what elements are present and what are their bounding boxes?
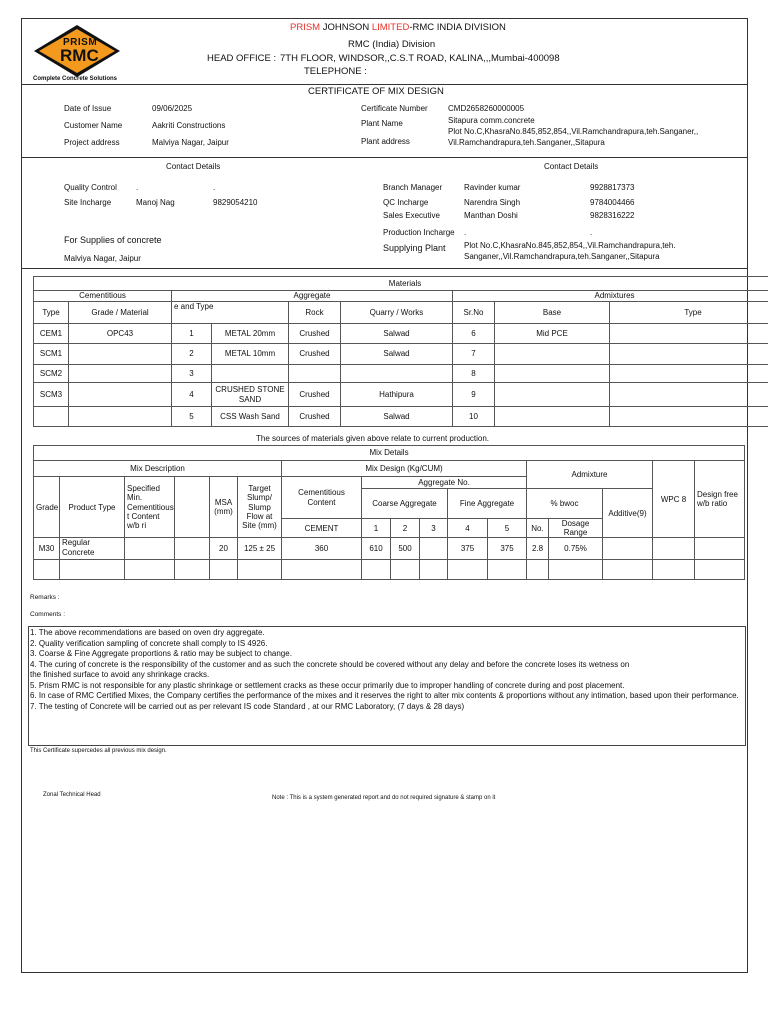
col-admixture-type: Type bbox=[610, 302, 768, 324]
comments-label: Comments : bbox=[30, 611, 66, 618]
cell-srno: 6 bbox=[453, 324, 495, 344]
empty-cell bbox=[695, 560, 745, 580]
cell-type bbox=[34, 407, 69, 427]
cell-no: 2 bbox=[172, 344, 212, 365]
cell-size: CRUSHED STONE SAND bbox=[212, 383, 289, 407]
table-row bbox=[34, 324, 768, 344]
cell-target-slump: 125 ± 25 bbox=[238, 538, 282, 560]
cell-type: CEM1 bbox=[34, 324, 69, 344]
cell-no: 4 bbox=[172, 383, 212, 407]
cell-srno: 7 bbox=[453, 344, 495, 365]
aggregate-no-heading: Aggregate No. bbox=[362, 477, 527, 489]
project-value: Malviya Nagar, Jaipur bbox=[152, 138, 229, 147]
supplying-plant-line1: Plot No.C,KhasraNo.845,852,854,,Vil.Ramchandrapura,teh. bbox=[464, 241, 676, 250]
note-item: 6. In case of RMC Certified Mixes, the Company certifies the performance of the mixes and it reserves the right to alter mix contents & proportions without any intimation, based upon their performance. bbox=[30, 691, 739, 700]
cell-srno: 10 bbox=[453, 407, 495, 427]
cell-quarry: Salwad bbox=[341, 407, 453, 427]
col-product-type: Product Type bbox=[60, 477, 125, 538]
col-grade: Grade / Material bbox=[69, 302, 172, 324]
cell-no: 2.8 bbox=[527, 538, 549, 560]
qc-label: Quality Control bbox=[64, 183, 117, 192]
logo-tagline: Complete Concrete Solutions bbox=[33, 76, 118, 82]
contact-heading-right: Contact Details bbox=[544, 162, 599, 171]
cementitious-heading: Cementitious bbox=[34, 291, 172, 302]
site-incharge-label: Site Incharge bbox=[64, 198, 112, 207]
cell-admixture-type bbox=[610, 324, 768, 344]
admixtures-heading: Admixtures bbox=[453, 291, 768, 302]
cell-base bbox=[495, 407, 610, 427]
col-coarse-aggregate: Coarse Aggregate bbox=[362, 489, 448, 519]
empty-cell bbox=[420, 560, 448, 580]
cell-product-type: Regular Concrete bbox=[60, 538, 125, 560]
col-grade: Grade bbox=[34, 477, 60, 538]
cell-rock: Crushed bbox=[289, 407, 341, 427]
cell-msa: 20 bbox=[210, 538, 238, 560]
cell-base bbox=[495, 344, 610, 365]
cell-blank bbox=[175, 538, 210, 560]
col-cementitious-content: Cementitious Content bbox=[282, 477, 362, 519]
customer-label: Customer Name bbox=[64, 121, 123, 130]
col-no: No. bbox=[527, 519, 549, 538]
table-row bbox=[34, 538, 745, 560]
system-generated-note: Note : This is a system generated report and do not required signature & stamp on it bbox=[272, 795, 496, 801]
cell-type: SCM1 bbox=[34, 344, 69, 365]
cell-rock: Crushed bbox=[289, 344, 341, 365]
head-office-address: 7TH FLOOR, WINDSOR,,C.S.T ROAD, KALINA,,,Mumbai-400098 bbox=[280, 53, 560, 64]
cell-no: 1 bbox=[172, 324, 212, 344]
remarks-label: Remarks : bbox=[30, 594, 60, 601]
cell-rock: Crushed bbox=[289, 383, 341, 407]
col-agg-3: 3 bbox=[420, 519, 448, 538]
division-name: RMC (India) Division bbox=[348, 39, 436, 50]
cell-grade: M30 bbox=[34, 538, 60, 560]
divider bbox=[22, 157, 747, 158]
empty-cell bbox=[60, 560, 125, 580]
col-quarry: Quarry / Works bbox=[341, 302, 453, 324]
empty-cell bbox=[175, 560, 210, 580]
empty-cell bbox=[488, 560, 527, 580]
contact-heading-left: Contact Details bbox=[166, 162, 221, 171]
table-row bbox=[34, 344, 768, 365]
col-dosage-range: Dosage Range bbox=[549, 519, 603, 538]
cell-type: SCM2 bbox=[34, 365, 69, 383]
company-limited: LIMITED bbox=[371, 22, 410, 33]
mix-design-heading: Mix Design (Kg/CUM) bbox=[282, 461, 527, 477]
col-fine-aggregate: Fine Aggregate bbox=[448, 489, 527, 519]
empty-cell bbox=[34, 560, 60, 580]
empty-cell bbox=[362, 560, 391, 580]
production-incharge-name: . bbox=[464, 228, 467, 237]
col-agg-2: 2 bbox=[391, 519, 420, 538]
logo-main-text: RMC bbox=[60, 46, 99, 65]
materials-table bbox=[33, 276, 768, 427]
note-item: 3. Coarse & Fine Aggregate proportions & ratio may be subject to change. bbox=[30, 649, 292, 658]
cell-grade bbox=[69, 344, 172, 365]
cell-quarry bbox=[341, 365, 453, 383]
cell-size: CSS Wash Sand bbox=[212, 407, 289, 427]
cell-admixture-type bbox=[610, 407, 768, 427]
plant-address-label: Plant address bbox=[361, 137, 410, 146]
branch-manager-label: Branch Manager bbox=[383, 183, 443, 192]
site-incharge-name: Manoj Nag bbox=[136, 198, 175, 207]
empty-cell bbox=[527, 560, 549, 580]
supplying-plant-label: Supplying Plant bbox=[383, 243, 446, 253]
cell-rock: Crushed bbox=[289, 324, 341, 344]
cell-dosage-range: 0.75% bbox=[549, 538, 603, 560]
mix-details-title: Mix Details bbox=[34, 446, 745, 461]
note-item: 1. The above recommendations are based on oven dry aggregate. bbox=[30, 628, 265, 637]
empty-cell bbox=[125, 560, 175, 580]
table-row bbox=[34, 383, 768, 407]
table-row bbox=[34, 560, 745, 580]
empty-cell bbox=[391, 560, 420, 580]
empty-cell bbox=[603, 560, 653, 580]
cell-agg-3 bbox=[420, 538, 448, 560]
col-bwoc: % bwoc bbox=[527, 489, 603, 519]
cell-admixture-type bbox=[610, 365, 768, 383]
cell-quarry: Salwad bbox=[341, 344, 453, 365]
admixture-heading: Admixture bbox=[527, 461, 653, 489]
divider bbox=[22, 268, 747, 269]
col-additive: Additive(9) bbox=[603, 489, 653, 538]
plant-name-label: Plant Name bbox=[361, 119, 403, 128]
materials-note: The sources of materials given above relate to current production. bbox=[256, 434, 490, 443]
cell-srno: 9 bbox=[453, 383, 495, 407]
production-incharge-phone: . bbox=[590, 228, 593, 237]
cell-srno: 8 bbox=[453, 365, 495, 383]
mix-details-table bbox=[33, 445, 745, 580]
qc-incharge-name: Narendra Singh bbox=[464, 198, 521, 207]
customer-value: Aakriti Constructions bbox=[152, 121, 226, 130]
cell-agg-2: 500 bbox=[391, 538, 420, 560]
cell-wpc bbox=[653, 538, 695, 560]
divider bbox=[22, 84, 747, 85]
wpc-heading: WPC 8 bbox=[653, 461, 695, 538]
plant-address-line1: Plot No.C,KhasraNo.845,852,854,,Vil.Ramchandrapura,teh.Sanganer,, bbox=[448, 127, 699, 136]
cell-agg-1: 610 bbox=[362, 538, 391, 560]
design-free-heading: Design free w/b ratio bbox=[695, 461, 745, 538]
col-size-type: e and Type bbox=[172, 302, 289, 324]
note-item: 7. The testing of Concrete will be carried out as per relevant IS code Standard , at our RMC Laboratory, (7 days & 28 days) bbox=[30, 701, 465, 711]
company-name bbox=[290, 22, 506, 33]
cell-quarry: Hathipura bbox=[341, 383, 453, 407]
zonal-technical-head: Zonal Technical Head bbox=[43, 792, 101, 798]
date-value: 09/06/2025 bbox=[152, 104, 193, 113]
sales-exec-phone: 9828316222 bbox=[590, 211, 635, 220]
supplies-label: For Supplies of concrete bbox=[64, 235, 162, 245]
table-row bbox=[34, 365, 768, 383]
col-rock: Rock bbox=[289, 302, 341, 324]
col-cement: CEMENT bbox=[282, 519, 362, 538]
plant-address-line2: Vil.Ramchandrapura,teh.Sanganer,,Sitapura bbox=[448, 138, 605, 147]
cell-size: METAL 20mm bbox=[212, 324, 289, 344]
cell-size bbox=[212, 365, 289, 383]
table-row bbox=[34, 407, 768, 427]
cell-agg-5: 375 bbox=[488, 538, 527, 560]
qc-incharge-label: QC Incharge bbox=[383, 198, 429, 207]
qc-phone: . bbox=[213, 183, 216, 192]
aggregate-heading: Aggregate bbox=[172, 291, 453, 302]
sales-exec-label: Sales Executive bbox=[383, 211, 440, 220]
supplying-plant-line2: Sanganer,,Vil.Ramchandrapura,teh.Sanganer,,Sitapura bbox=[464, 252, 660, 261]
cell-admixture-type bbox=[610, 383, 768, 407]
cell-no: 3 bbox=[172, 365, 212, 383]
empty-cell bbox=[210, 560, 238, 580]
col-srno: Sr.No bbox=[453, 302, 495, 324]
note-item: the finished surface to avoid any shrinkage cracks. bbox=[30, 670, 210, 679]
company-prefix: PRISM bbox=[290, 22, 321, 33]
supplies-value: Malviya Nagar, Jaipur bbox=[64, 254, 141, 263]
project-label: Project address bbox=[64, 138, 120, 147]
col-base: Base bbox=[495, 302, 610, 324]
note-item: 5. Prism RMC is not responsible for any plastic shrinkage or settlement cracks as these occur primarily due to improper handling of concrete during and post placement. bbox=[30, 680, 625, 690]
cell-type: SCM3 bbox=[34, 383, 69, 407]
empty-cell bbox=[653, 560, 695, 580]
qc-value: . bbox=[136, 183, 139, 192]
cell-grade bbox=[69, 365, 172, 383]
cell-specified-min bbox=[125, 538, 175, 560]
cell-base: Mid PCE bbox=[495, 324, 610, 344]
production-incharge-label: Production Incharge bbox=[383, 228, 455, 237]
col-agg-1: 1 bbox=[362, 519, 391, 538]
telephone-label: TELEPHONE : bbox=[304, 66, 367, 77]
col-type: Type bbox=[34, 302, 69, 324]
cell-additive bbox=[603, 538, 653, 560]
col-agg-5: 5 bbox=[488, 519, 527, 538]
logo-top-text: PRISM bbox=[63, 37, 98, 48]
prism-rmc-logo bbox=[30, 22, 125, 84]
plant-name-value: Sitapura comm.concrete bbox=[448, 116, 535, 125]
note-item: 2. Quality verification sampling of concrete shall comply to IS 4926. bbox=[30, 638, 268, 648]
cell-quarry: Salwad bbox=[341, 324, 453, 344]
cell-base bbox=[495, 383, 610, 407]
cell-cement: 360 bbox=[282, 538, 362, 560]
materials-title: Materials bbox=[34, 277, 768, 291]
company-suffix: -RMC INDIA DIVISION bbox=[409, 22, 506, 33]
certificate-title: CERTIFICATE OF MIX DESIGN bbox=[308, 86, 444, 97]
qc-incharge-phone: 9784004466 bbox=[590, 198, 635, 207]
branch-manager-name: Ravinder kumar bbox=[464, 183, 521, 192]
cell-base bbox=[495, 365, 610, 383]
cell-grade bbox=[69, 407, 172, 427]
sales-exec-name: Manthan Doshi bbox=[464, 211, 518, 220]
cell-wb-ratio bbox=[695, 538, 745, 560]
cell-size: METAL 10mm bbox=[212, 344, 289, 365]
col-specified-min: Specified Min. Cementitious t Content w/b ri bbox=[125, 477, 175, 538]
cert-no-value: CMD2658260000005 bbox=[448, 104, 525, 113]
notes-list bbox=[30, 628, 739, 712]
supersede-note: This Certificate supercedes all previous mix design. bbox=[30, 748, 167, 754]
col-blank bbox=[175, 477, 210, 538]
cell-grade: OPC43 bbox=[69, 324, 172, 344]
col-agg-4: 4 bbox=[448, 519, 488, 538]
mix-description-heading: Mix Description bbox=[34, 461, 282, 477]
empty-cell bbox=[549, 560, 603, 580]
cell-agg-4: 375 bbox=[448, 538, 488, 560]
cell-no: 5 bbox=[172, 407, 212, 427]
cell-rock bbox=[289, 365, 341, 383]
date-label: Date of Issue bbox=[64, 104, 112, 113]
col-msa: MSA (mm) bbox=[210, 477, 238, 538]
head-office-label: HEAD OFFICE : bbox=[207, 53, 277, 64]
branch-manager-phone: 9928817373 bbox=[590, 183, 635, 192]
empty-cell bbox=[448, 560, 488, 580]
site-incharge-phone: 9829054210 bbox=[213, 198, 258, 207]
empty-cell bbox=[238, 560, 282, 580]
cert-no-label: Certificate Number bbox=[361, 104, 428, 113]
company-mid: JOHNSON bbox=[320, 22, 372, 33]
note-item: 4. The curing of concrete is the responsibility of the customer and as such the concrete should be covered without any delay and before the concrete loses its wetness on bbox=[30, 659, 630, 669]
col-target-slump: Target Slump/ Slump Flow at Site (mm) bbox=[238, 477, 282, 538]
cell-grade bbox=[69, 383, 172, 407]
cell-admixture-type bbox=[610, 344, 768, 365]
empty-cell bbox=[282, 560, 362, 580]
